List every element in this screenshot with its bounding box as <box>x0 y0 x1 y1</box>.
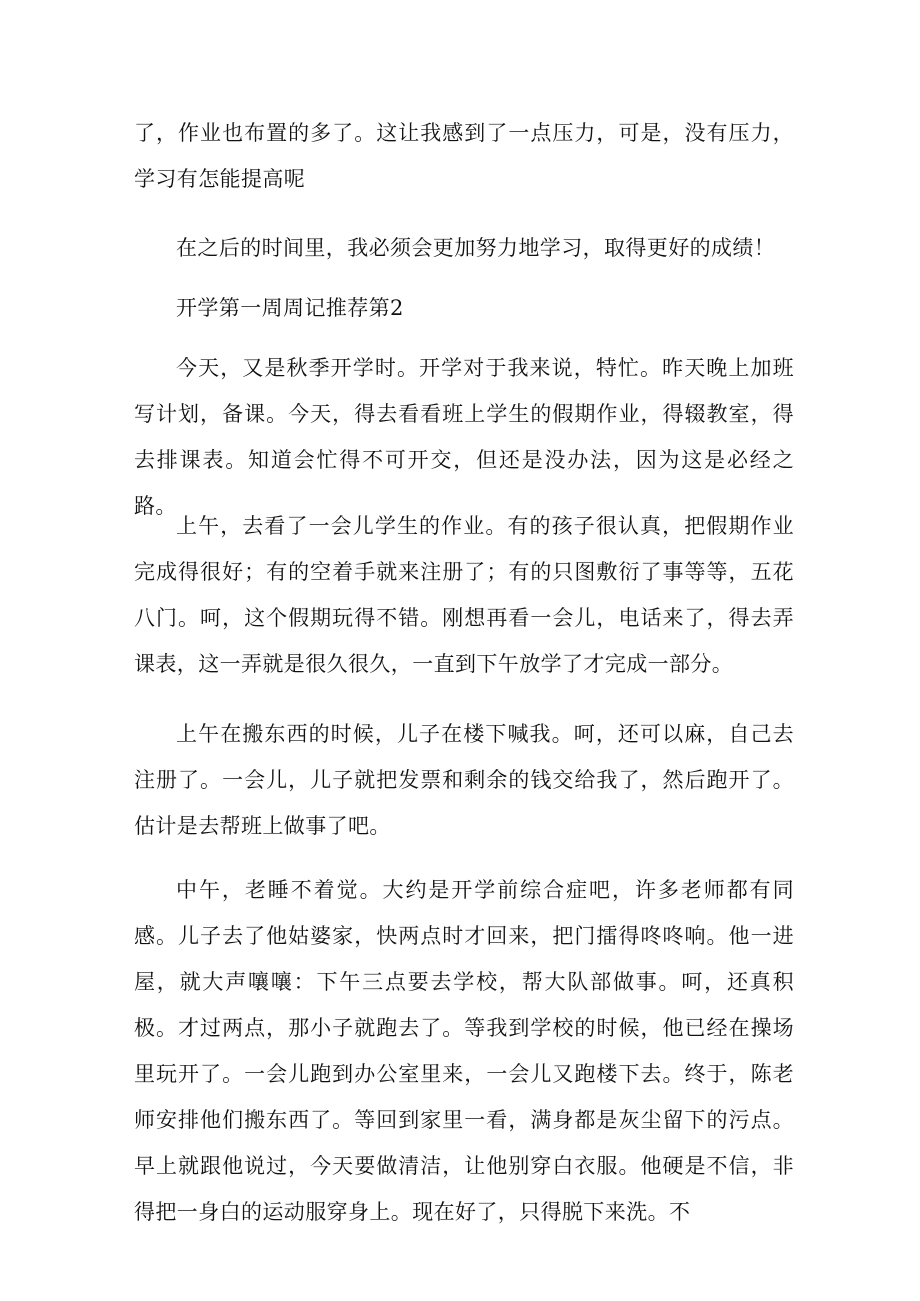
paragraph-6: 中午，老睡不着觉。大约是开学前综合症吧，许多老师都有同感。儿子去了他姑婆家，快两点时才回来，把门擂得咚咚响。他一进屋，就大声嚷嚷：下午三点要去学校，帮大队部做事。呵，还真积极。才过两点，那小子就跑去了。等我到学校的时候，他已经在操场里玩开了。一会儿跑到办公室里来，一会儿又跑楼下去。终于，陈老师安排他们搬东西了。等回到家里一看，满身都是灰尘留下的污点。早上就跟他说过，今天要做清洁，让他别穿白衣服。他硬是不信，非得把一身白的运动服穿身上。现在好了，只得脱下来洗。不 <box>134 878 794 1224</box>
paragraph-1: 了，作业也布置的多了。这让我感到了一点压力，可是，没有压力，学习有怎能提高呢 <box>134 121 794 191</box>
paragraph-4: 上午，去看了一会儿学生的作业。有的孩子很认真，把假期作业完成得很好；有的空着手就来注册了；有的只图敷衍了事等等，五花八门。呵，这个假期玩得不错。刚想再看一会儿，电话来了，得去弄课表，这一弄就是很久很久，一直到下午放学了才完成一部分。 <box>134 514 794 676</box>
section-heading: 开学第一周周记推荐第2 <box>176 296 404 320</box>
paragraph-3: 今天，又是秋季开学时。开学对于我来说，特忙。昨天晚上加班写计划，备课。今天，得去看看班上学生的假期作业，得辍教室，得去排课表。知道会忙得不可开交，但还是没办法，因为这是必经之路。 <box>134 356 794 518</box>
paragraph-5: 上午在搬东西的时候，儿子在楼下喊我。呵，还可以麻，自己去注册了。一会儿，儿子就把发票和剩余的钱交给我了，然后跑开了。估计是去帮班上做事了吧。 <box>134 722 794 838</box>
paragraph-2: 在之后的时间里，我必须会更加努力地学习，取得更好的成绩！ <box>176 236 776 260</box>
